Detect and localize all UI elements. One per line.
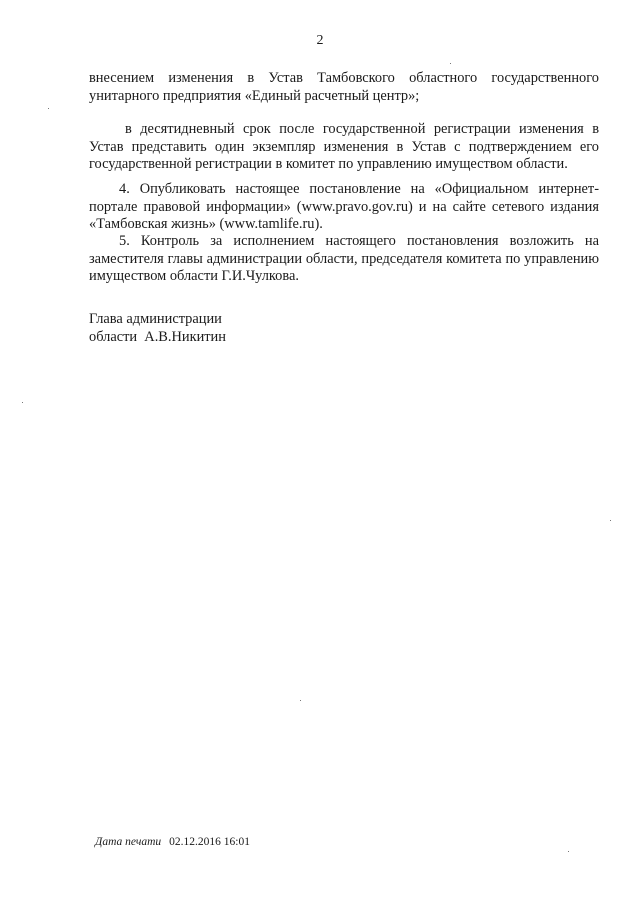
- paragraph-2: в десятидневный срок после государственной регистрации изменения в Устав представить один экземпляр изменения в Устав с подтверждением его государственной регистрации в комитет по управлению имуществом области.: [89, 121, 599, 172]
- scan-speck: [450, 63, 451, 64]
- scan-speck: [610, 520, 611, 521]
- print-date-label: Дата печати: [95, 836, 162, 848]
- scan-speck: [22, 402, 23, 403]
- scan-speck: [568, 851, 569, 852]
- paragraph-3: 4. Опубликовать настоящее постановление на «Официальном интернет-портале правовой информации» (www.pravo.gov.ru) и на сайте сетевого издания «Тамбовская жизнь» (www.tamlife.ru).: [89, 181, 599, 232]
- scan-speck: [300, 700, 301, 701]
- paragraph-1: внесением изменения в Устав Тамбовского областного государственного унитарного предприятия «Единый расчетный центр»;: [89, 70, 599, 104]
- paragraph-4: 5. Контроль за исполнением настоящего постановления возложить на заместителя главы администрации области, председателя комитета по управлению имуществом области Г.И.Чулкова.: [89, 233, 599, 284]
- print-date-value: 02.12.2016 16:01: [169, 836, 250, 848]
- signature-title: Глава администрации: [89, 311, 222, 327]
- print-date-footer: [95, 836, 250, 848]
- page-number: 2: [316, 33, 324, 48]
- signature-block: [89, 311, 226, 346]
- scan-speck: [48, 108, 49, 109]
- signature-name: области А.В.Никитин: [89, 328, 226, 345]
